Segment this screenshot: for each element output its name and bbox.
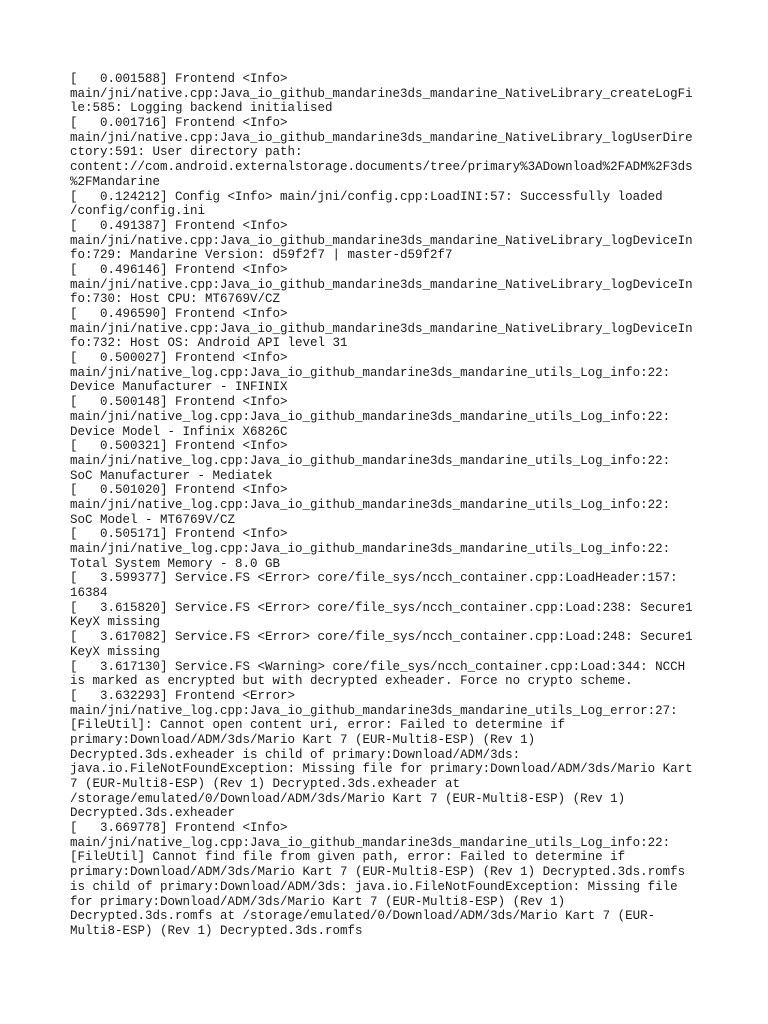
log-line: [ 3.632293] Frontend <Error>	[70, 688, 296, 703]
log-line: [FileUtil] Cannot find file from given path, error: Failed to determine if	[70, 850, 626, 865]
log-line: main/jni/native.cpp:Java_io_github_mandarine3ds_mandarine_NativeLibrary_logDeviceIn	[70, 321, 693, 336]
log-line: fo:732: Host OS: Android API level 31	[70, 336, 348, 351]
log-line: Decrypted.3ds.exheader is child of primary:Download/ADM/3ds:	[70, 747, 521, 762]
log-line: %2FMandarine	[70, 174, 161, 189]
log-line: SoC Model - MT6769V/CZ	[70, 512, 236, 527]
log-line: main/jni/native.cpp:Java_io_github_mandarine3ds_mandarine_NativeLibrary_logUserDire	[70, 130, 693, 145]
log-line: fo:729: Mandarine Version: d59f2f7 | master-d59f2f7	[70, 248, 453, 263]
log-line: [ 3.599377] Service.FS <Error> core/file_sys/ncch_container.cpp:LoadHeader:157:	[70, 571, 678, 586]
log-line: [ 0.501020] Frontend <Info>	[70, 483, 288, 498]
log-line: [ 3.615820] Service.FS <Error> core/file_sys/ncch_container.cpp:Load:238: Secure1	[70, 600, 693, 615]
log-line: [FileUtil]: Cannot open content uri, error: Failed to determine if	[70, 718, 566, 733]
log-line: [ 0.496590] Frontend <Info>	[70, 307, 288, 321]
log-line: Decrypted.3ds.romfs at /storage/emulated/0/Download/ADM/3ds/Mario Kart 7 (EUR-	[70, 909, 656, 924]
log-line: main/jni/native_log.cpp:Java_io_github_mandarine3ds_mandarine_utils_Log_info:22:	[70, 409, 671, 424]
log-line: main/jni/native_log.cpp:Java_io_github_mandarine3ds_mandarine_utils_Log_info:22:	[70, 542, 671, 556]
log-line: ctory:591: User directory path:	[70, 145, 303, 160]
log-text-area	[70, 72, 710, 939]
log-line: [ 0.491387] Frontend <Info>	[70, 218, 288, 233]
log-line: [ 0.124212] Config <Info> main/jni/config.cpp:LoadINI:57: Successfully loaded	[70, 189, 663, 204]
log-line: 16384	[70, 586, 108, 601]
log-line: [ 0.001588] Frontend <Info>	[70, 72, 288, 86]
log-line: [ 0.496146] Frontend <Info>	[70, 262, 288, 277]
log-line: 7 (EUR-Multi8-ESP) (Rev 1) Decrypted.3ds.exheader at	[70, 777, 461, 791]
log-line: main/jni/native_log.cpp:Java_io_github_mandarine3ds_mandarine_utils_Log_info:22:	[70, 497, 671, 512]
log-line: Device Model - Infinix X6826C	[70, 424, 288, 439]
log-line: main/jni/native_log.cpp:Java_io_github_mandarine3ds_mandarine_utils_Log_info:22:	[70, 835, 671, 850]
log-line: [ 3.669778] Frontend <Info>	[70, 821, 288, 836]
log-line: for primary:Download/ADM/3ds/Mario Kart 7 (EUR-Multi8-ESP) (Rev 1)	[70, 894, 566, 909]
log-line: Decrypted.3ds.exheader	[70, 806, 236, 821]
log-line: main/jni/native_log.cpp:Java_io_github_mandarine3ds_mandarine_utils_Log_info:22:	[70, 365, 671, 380]
log-line: is marked as encrypted but with decrypted exheader. Force no crypto scheme.	[70, 674, 633, 689]
log-line: fo:730: Host CPU: MT6769V/CZ	[70, 292, 281, 307]
log-line: /config/config.ini	[70, 204, 206, 219]
log-line: [ 0.500321] Frontend <Info>	[70, 439, 288, 454]
log-line: Multi8-ESP) (Rev 1) Decrypted.3ds.romfs	[70, 923, 363, 938]
log-line: main/jni/native.cpp:Java_io_github_mandarine3ds_mandarine_NativeLibrary_createLogFi	[70, 86, 693, 101]
log-line: Total System Memory - 8.0 GB	[70, 556, 281, 571]
log-line: KeyX missing	[70, 644, 161, 659]
log-line: primary:Download/ADM/3ds/Mario Kart 7 (EUR-Multi8-ESP) (Rev 1) Decrypted.3ds.romfs	[70, 865, 686, 880]
log-line: [ 0.500027] Frontend <Info>	[70, 351, 288, 366]
log-line: [ 3.617130] Service.FS <Warning> core/file_sys/ncch_container.cpp:Load:344: NCCH	[70, 659, 686, 674]
log-line: Device Manufacturer - INFINIX	[70, 380, 288, 395]
log-line: main/jni/native.cpp:Java_io_github_mandarine3ds_mandarine_NativeLibrary_logDeviceIn	[70, 277, 693, 292]
log-line: [ 0.001716] Frontend <Info>	[70, 116, 288, 131]
log-line: KeyX missing	[70, 615, 161, 630]
log-line: content://com.android.externalstorage.documents/tree/primary%3ADownload%2FADM%2F3ds	[70, 160, 693, 175]
log-line: le:585: Logging backend initialised	[70, 101, 333, 116]
log-line: main/jni/native.cpp:Java_io_github_mandarine3ds_mandarine_NativeLibrary_logDeviceIn	[70, 233, 693, 248]
log-line: [ 0.505171] Frontend <Info>	[70, 527, 288, 542]
log-line: [ 0.500148] Frontend <Info>	[70, 395, 288, 410]
log-line: /storage/emulated/0/Download/ADM/3ds/Mario Kart 7 (EUR-Multi8-ESP) (Rev 1)	[70, 791, 626, 806]
log-line: SoC Manufacturer - Mediatek	[70, 468, 273, 483]
log-line: main/jni/native_log.cpp:Java_io_github_mandarine3ds_mandarine_utils_Log_error:27:	[70, 703, 678, 718]
log-line: main/jni/native_log.cpp:Java_io_github_mandarine3ds_mandarine_utils_Log_info:22:	[70, 453, 671, 468]
log-line: java.io.FileNotFoundException: Missing file for primary:Download/ADM/3ds/Mario Kart	[70, 762, 693, 777]
log-line: [ 3.617082] Service.FS <Error> core/file_sys/ncch_container.cpp:Load:248: Secure1	[70, 630, 693, 645]
log-line: primary:Download/ADM/3ds/Mario Kart 7 (EUR-Multi8-ESP) (Rev 1)	[70, 732, 536, 747]
log-line: is child of primary:Download/ADM/3ds: java.io.FileNotFoundException: Missing file	[70, 879, 678, 894]
